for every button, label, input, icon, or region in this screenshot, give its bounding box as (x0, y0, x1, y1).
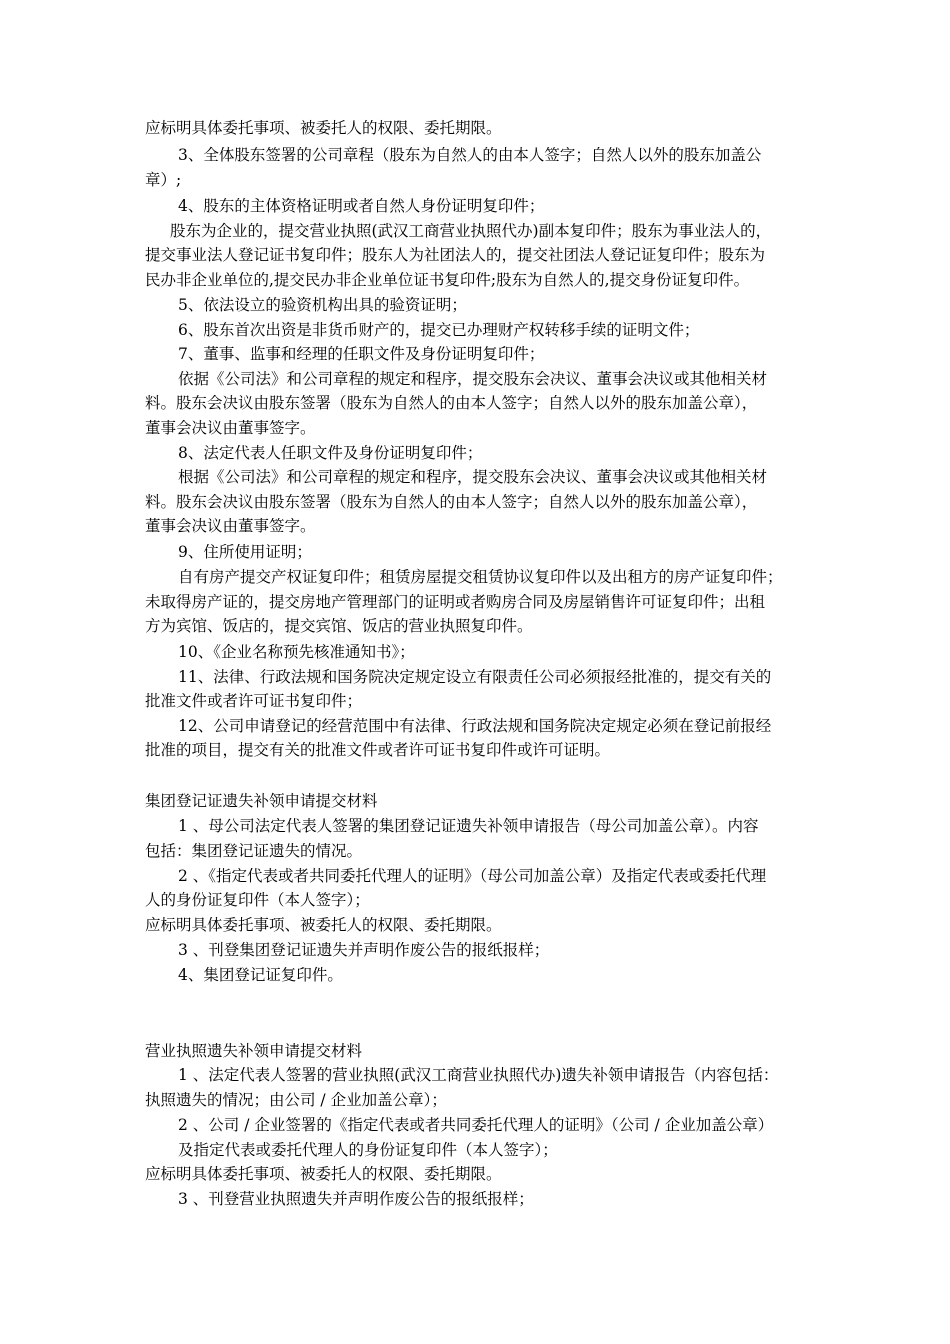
text-line: 批准的项目，提交有关的批准文件或者许可证书复印件或许可证明。 (145, 741, 611, 759)
text-line: 民办非企业单位的,提交民办非企业单位证书复印件;股东为自然人的,提交身份证复印件。 (145, 271, 750, 289)
text-line: 董事会决议由董事签字。 (145, 419, 316, 437)
text-line: 批准文件或者许可证书复印件； (145, 692, 363, 710)
text-line: 12、公司申请登记的经营范围中有法律、行政法规和国务院决定规定必须在登记前报经 (178, 717, 772, 735)
text-line: 1 、法定代表人签署的营业执照(武汉工商营业执照代办)遗失补领申请报告（内容包括： (178, 1066, 779, 1084)
text-line: 10、《企业名称预先核准通知书》； (178, 643, 415, 661)
text-line: 7、董事、监事和经理的任职文件及身份证明复印件； (178, 345, 545, 363)
text-line: 3、全体股东签署的公司章程（股东为自然人的由本人签字；自然人以外的股东加盖公 (178, 146, 762, 164)
text-line: 8、法定代表人任职文件及身份证明复印件； (178, 444, 483, 462)
text-line: 料。股东会决议由股东签署（股东为自然人的由本人签字；自然人以外的股东加盖公章）， (145, 493, 758, 511)
text-line: 股东为企业的，提交营业执照(武汉工商营业执照代办)副本复印件；股东为事业法人的， (170, 222, 772, 240)
text-line: 5、依法设立的验资机构出具的验资证明； (178, 296, 467, 314)
text-line: 2 、《指定代表或者共同委托代理人的证明》（母公司加盖公章）及指定代表或委托代理 (178, 867, 767, 885)
text-line: 方为宾馆、饭店的，提交宾馆、饭店的营业执照复印件。 (145, 617, 533, 635)
text-line: 及指定代表或委托代理人的身份证复印件（本人签字）； (178, 1141, 558, 1159)
text-line: 应标明具体委托事项、被委托人的权限、委托期限。 (145, 916, 502, 934)
section-title: 集团登记证遗失补领申请提交材料 (145, 792, 378, 810)
text-line: 提交事业法人登记证书复印件；股东人为社团法人的，提交社团法人登记证复印件；股东为 (145, 246, 766, 264)
text-line: 未取得房产证的，提交房地产管理部门的证明或者购房合同及房屋销售许可证复印件；出租 (145, 593, 766, 611)
text-line: 3 、刊登集团登记证遗失并声明作废公告的报纸报样； (178, 941, 550, 959)
text-line: 应标明具体委托事项、被委托人的权限、委托期限。 (145, 119, 502, 137)
text-line: 4、股东的主体资格证明或者自然人身份证明复印件； (178, 197, 545, 215)
text-line: 执照遗失的情况；由公司 / 企业加盖公章）； (145, 1091, 447, 1109)
text-line: 章）; (145, 171, 182, 189)
text-line: 料。股东会决议由股东签署（股东为自然人的由本人签字；自然人以外的股东加盖公章）， (145, 394, 758, 412)
text-line: 3 、刊登营业执照遗失并声明作废公告的报纸报样； (178, 1190, 534, 1208)
text-line: 自有房产提交产权证复印件；租赁房屋提交租赁协议复印件以及出租方的房产证复印件； (178, 568, 783, 586)
section-title: 营业执照遗失补领申请提交材料 (145, 1042, 363, 1060)
text-line: 2 、公司 / 企业签署的《指定代表或者共同委托代理人的证明》（公司 / 企业加盖公章） (178, 1116, 774, 1134)
text-line: 9、住所使用证明； (178, 543, 312, 561)
text-line: 4、集团登记证复印件。 (178, 966, 343, 984)
text-line: 1 、母公司法定代表人签署的集团登记证遗失补领申请报告（母公司加盖公章）。内容 (178, 817, 759, 835)
text-line: 根据《公司法》和公司章程的规定和程序，提交股东会决议、董事会决议或其他相关材 (178, 468, 768, 486)
text-line: 6、股东首次出资是非货币财产的，提交已办理财产权转移手续的证明文件； (178, 321, 700, 339)
text-line: 包括：集团登记证遗失的情况。 (145, 842, 363, 860)
text-line: 11、法律、行政法规和国务院决定规定设立有限责任公司必须报经批准的，提交有关的 (178, 668, 772, 686)
text-line: 人的身份证复印件（本人签字）； (145, 891, 370, 909)
text-line: 董事会决议由董事签字。 (145, 517, 316, 535)
text-line: 依据《公司法》和公司章程的规定和程序，提交股东会决议、董事会决议或其他相关材 (178, 370, 768, 388)
text-line: 应标明具体委托事项、被委托人的权限、委托期限。 (145, 1165, 502, 1183)
